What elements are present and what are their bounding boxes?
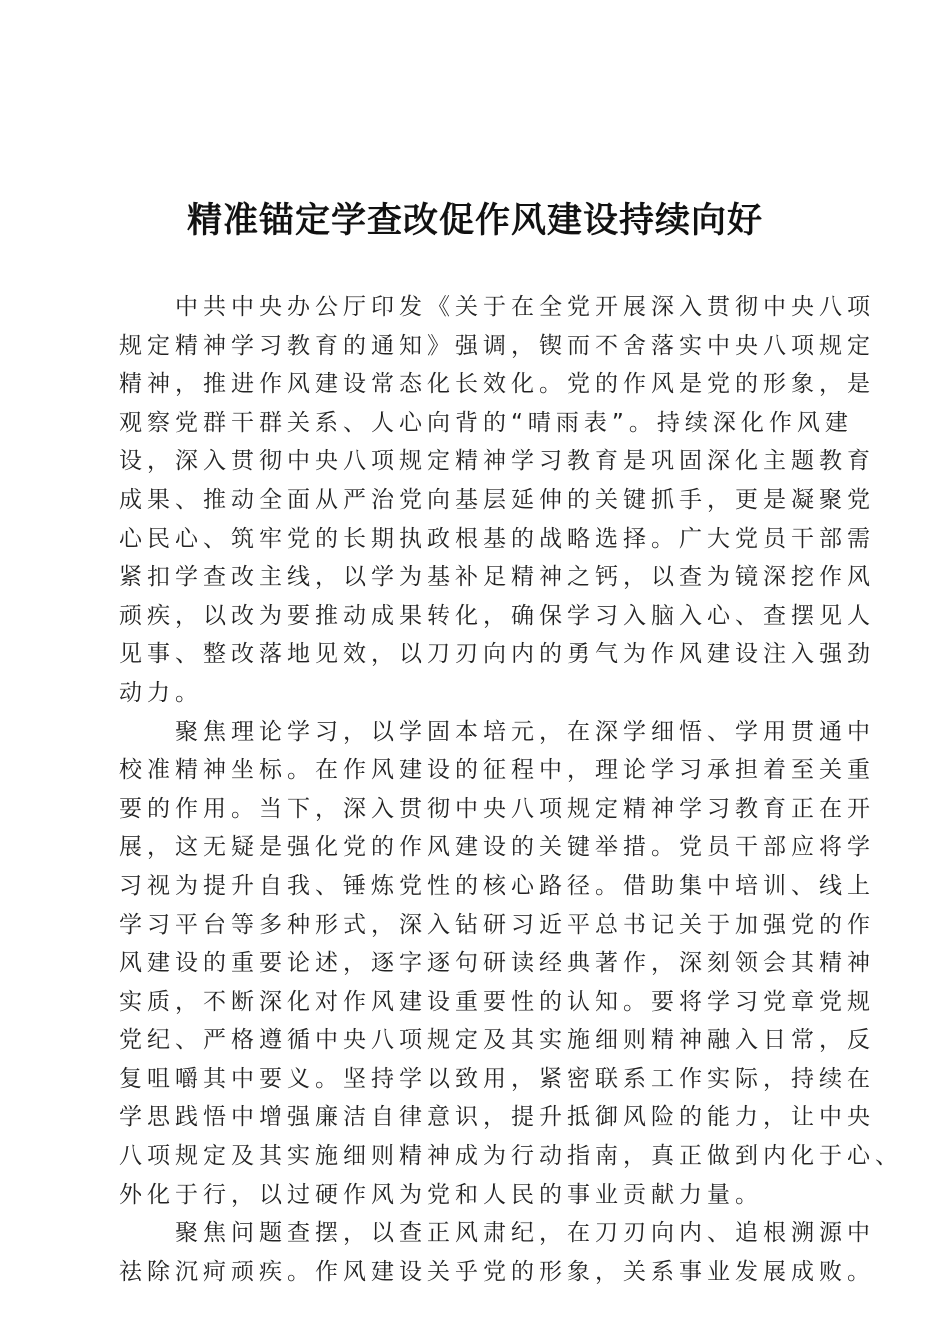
paragraph-line: 要的作用。当下，深入贯彻中央八项规定精神学习教育正在开 xyxy=(119,795,875,822)
paragraph-line: 顽疾，以改为要推动成果转化，确保学习入脑入心、查摆见人 xyxy=(119,602,875,629)
paragraph-line: 展，这无疑是强化党的作风建设的关键举措。党员干部应将学 xyxy=(119,834,875,861)
paragraph-line: 学思践悟中增强廉洁自律意识，提升抵御风险的能力，让中央 xyxy=(119,1104,875,1131)
paragraph-line: 实质，不断深化对作风建设重要性的认知。要将学习党章党规 xyxy=(119,988,875,1015)
paragraph-line: 习视为提升自我、锤炼党性的核心路径。借助集中培训、线上 xyxy=(119,872,875,899)
paragraph-line: 规定精神学习教育的通知》强调，锲而不舍落实中央八项规定 xyxy=(119,332,875,359)
paragraph-line: 聚焦理论学习，以学固本培元，在深学细悟、学用贯通中 xyxy=(175,718,875,745)
paragraph-line: 心民心、筑牢党的长期执政根基的战略选择。广大党员干部需 xyxy=(119,525,875,552)
paragraph-line: 学习平台等多种形式，深入钻研习近平总书记关于加强党的作 xyxy=(119,911,875,938)
body-paragraph xyxy=(119,1214,875,1291)
paragraph-line: 聚焦问题查摆，以查正风肃纪，在刀刃向内、追根溯源中 xyxy=(175,1220,875,1247)
paragraph-line: 风建设的重要论述，逐字逐句研读经典著作，深刻领会其精神 xyxy=(119,950,875,977)
paragraph-line: 复咀嚼其中要义。坚持学以致用，紧密联系工作实际，持续在 xyxy=(119,1065,875,1092)
paragraph-line: 见事、整改落地见效，以刀刃向内的勇气为作风建设注入强劲 xyxy=(119,641,875,668)
document-body xyxy=(119,288,903,1291)
body-paragraph xyxy=(119,288,875,713)
document-title: 精准锚定学查改促作风建设持续向好 xyxy=(186,200,763,241)
paragraph-line: 观察党群干群关系、人心向背的“晴雨表”。持续深化作风建 xyxy=(119,409,853,436)
paragraph-line: 紧扣学查改主线，以学为基补足精神之钙，以查为镜深挖作风 xyxy=(119,564,875,591)
paragraph-line: 中共中央办公厅印发《关于在全党开展深入贯彻中央八项 xyxy=(175,294,875,320)
paragraph-line: 设，深入贯彻中央八项规定精神学习教育是巩固深化主题教育 xyxy=(119,448,875,475)
paragraph-line: 精神，推进作风建设常态化长效化。党的作风是党的形象，是 xyxy=(119,371,875,398)
paragraph-line: 校准精神坐标。在作风建设的征程中，理论学习承担着至关重 xyxy=(119,757,875,784)
body-paragraph xyxy=(119,713,903,1215)
paragraph-line: 成果、推动全面从严治党向基层延伸的关键抓手，更是凝聚党 xyxy=(119,486,875,513)
paragraph-line: 八项规定及其实施细则精神成为行动指南，真正做到内化于心、 xyxy=(119,1143,903,1170)
paragraph-line: 党纪、严格遵循中央八项规定及其实施细则精神融入日常，反 xyxy=(119,1027,875,1054)
paragraph-line: 祛除沉疴顽疾。作风建设关乎党的形象，关系事业发展成败。 xyxy=(119,1258,875,1285)
paragraph-line: 动力。 xyxy=(119,679,203,706)
paragraph-line: 外化于行，以过硬作风为党和人民的事业贡献力量。 xyxy=(119,1181,763,1208)
